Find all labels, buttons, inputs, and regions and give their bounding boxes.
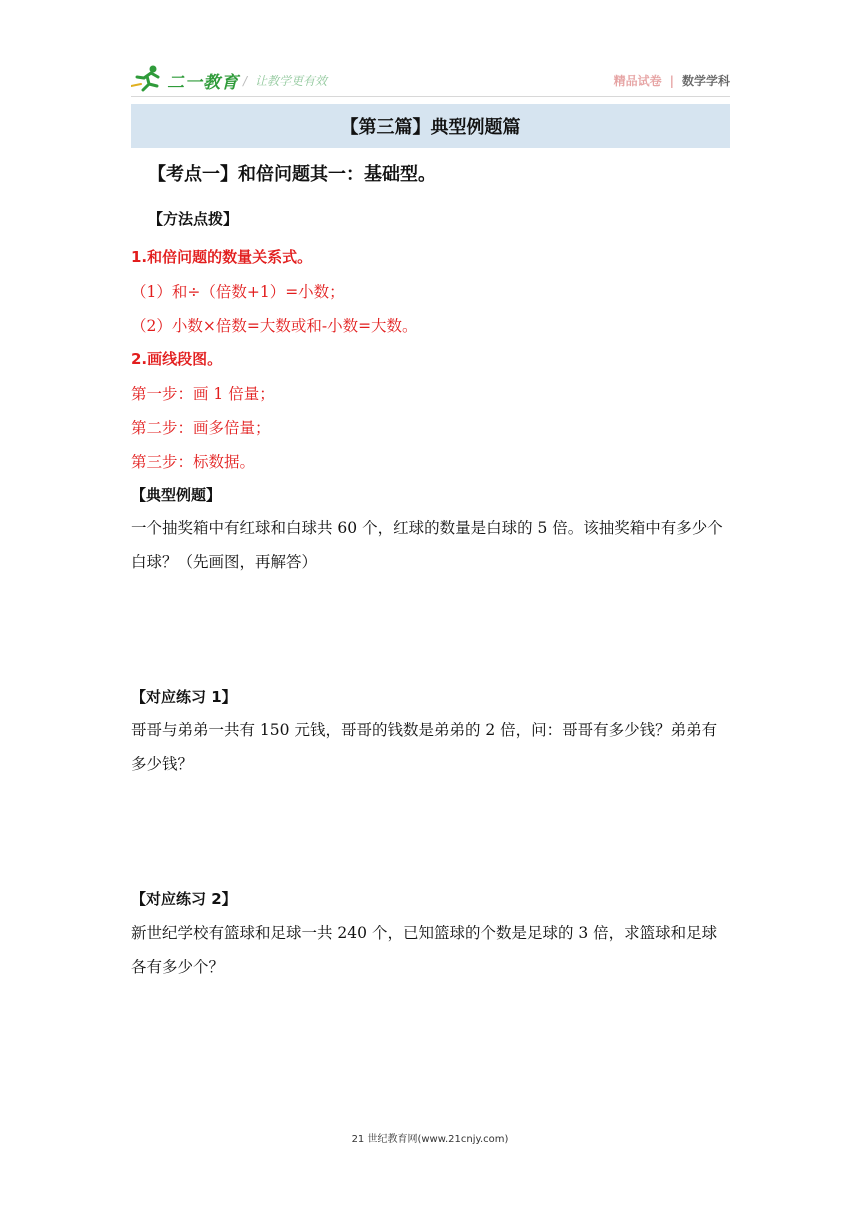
point-title: 【考点一】和倍问题其一：基础型。 (148, 164, 436, 185)
method-item1-line1: （1）和÷（倍数+1）=小数； (131, 283, 345, 301)
tag-divider: | (669, 74, 674, 88)
practice1-text: 哥哥与弟弟一共有 150 元钱，哥哥的钱数是弟弟的 2 倍，问：哥哥有多少钱？弟弟有多少钱？ (131, 721, 718, 773)
method-step3: 第三步：标数据。 (131, 453, 256, 471)
section-title: 【第三篇】典型例题篇 (131, 104, 730, 148)
method-step2: 第二步：画多倍量； (131, 419, 271, 437)
tag-subject: 数学学科 (681, 74, 730, 88)
page-footer: 21 世纪教育网(www.21cnjy.com) (351, 1134, 509, 1145)
method-item2-title: 2.画线段图。 (131, 350, 223, 368)
header-divider (131, 96, 730, 97)
practice2-text: 新世纪学校有篮球和足球一共 240 个，已知篮球的个数是足球的 3 倍，求篮球和足球各有多少个？ (131, 924, 718, 976)
slogan-separator: / (243, 74, 248, 88)
logo (131, 64, 341, 92)
tag-quality: 精品试卷 (613, 74, 662, 88)
header-tags (614, 72, 730, 89)
runner-logo-icon (131, 64, 165, 92)
method-item1-title: 1.和倍问题的数量关系式。 (131, 248, 313, 266)
logo-text: 二一教育 (167, 73, 239, 93)
method-item1-line2: （2）小数×倍数=大数或和-小数=大数。 (131, 317, 418, 335)
method-step1: 第一步：画 1 倍量； (131, 385, 275, 403)
example-text: 一个抽奖箱中有红球和白球共 60 个，红球的数量是白球的 5 倍。该抽奖箱中有多少个白球？（先画图，再解答） (131, 519, 723, 571)
example-heading: 【典型例题】 (131, 486, 222, 504)
page-header (131, 62, 730, 94)
slogan-text: 让教学更有效 (255, 74, 328, 88)
practice1-heading: 【对应练习 1】 (131, 688, 237, 706)
practice2-heading: 【对应练习 2】 (131, 890, 237, 908)
slogan (243, 72, 327, 89)
method-heading: 【方法点拨】 (148, 210, 239, 228)
